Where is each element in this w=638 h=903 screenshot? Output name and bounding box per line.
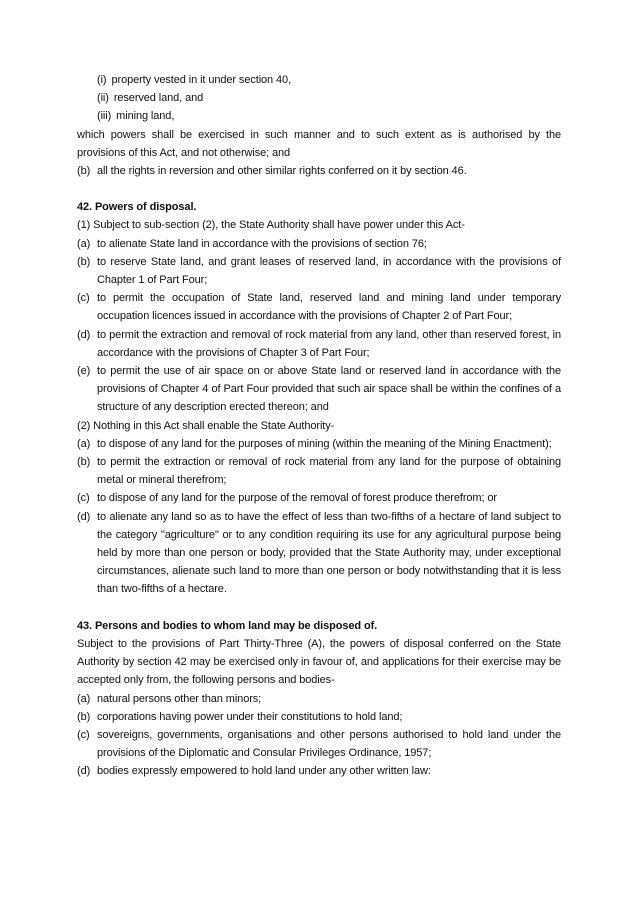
item-text: to reserve State land, and grant leases of reserved land, in accordance with the provisions of Chapter 1 of Part Four; bbox=[97, 255, 561, 287]
item-text: corporations having power under their constitutions to hold land; bbox=[97, 710, 403, 723]
s43-item-d bbox=[77, 762, 561, 780]
section-42-heading: 42. Powers of disposal. bbox=[77, 201, 197, 214]
item-label: (a) bbox=[77, 237, 91, 250]
s43-item-b bbox=[77, 708, 561, 726]
item-text: to permit the use of air space on or above State land or reserved land in accordance with the provisions of Chapter 4 of Part Four provided that such air space shall be within the confines of a structure of any description erected thereon; and bbox=[97, 365, 561, 414]
item-label: (c) bbox=[77, 492, 90, 505]
section-43-heading: 43. Persons and bodies to whom land may be disposed of. bbox=[77, 619, 378, 632]
section-43-para: Subject to the provisions of Part Thirty-Three (A), the powers of disposal conferred on the State Authority by section 42 may be exercised only in favour of, and applications for their exercise may be accepted only from, the following persons and bodies- bbox=[77, 637, 561, 687]
s42-1-item-c bbox=[77, 289, 561, 325]
sub-item-label: (iii) bbox=[97, 110, 112, 123]
sub-item-iii bbox=[77, 107, 561, 125]
s43-item-a bbox=[77, 690, 561, 708]
item-text: natural persons other than minors; bbox=[97, 692, 262, 705]
item-label: (c) bbox=[77, 728, 90, 741]
sub-item-label: (ii) bbox=[97, 92, 109, 105]
s42-1-item-b bbox=[77, 253, 561, 289]
item-label: (d) bbox=[77, 765, 91, 778]
item-label: (d) bbox=[77, 510, 91, 523]
item-label: (c) bbox=[77, 292, 90, 305]
intro-paragraph: which powers shall be exercised in such manner and to such extent as is authorised by the provisions of this Act, and not otherwise; and bbox=[77, 128, 561, 159]
item-text: to alienate any land so as to have the effect of less than two-fifths of a hectare of land subject to the category "agriculture" or to any condition requiring its use for any agricultural purpose being held by more than one person or body, provided that the State Authority may, under exceptional circumstances, alienate such land to more than one person or body notwithstanding that it is less than two-fifths of a hectare. bbox=[97, 510, 561, 596]
item-text: bodies expressly empowered to hold land under any other written law: bbox=[97, 765, 431, 778]
item-text: to alienate State land in accordance with the provisions of section 76; bbox=[97, 237, 427, 250]
section-42-para-2: (2) Nothing in this Act shall enable the State Authority- bbox=[77, 419, 335, 432]
section-42-para-1: (1) Subject to sub-section (2), the State Authority shall have power under this Act- bbox=[77, 219, 465, 232]
item-label: (b) bbox=[77, 710, 91, 723]
item-label: (a) bbox=[77, 437, 91, 450]
s42-2-item-d bbox=[77, 508, 561, 599]
item-text: to dispose of any land for the purpose of the removal of forest produce therefrom; or bbox=[97, 492, 497, 505]
sub-item-text: property vested in it under section 40, bbox=[111, 74, 292, 86]
sub-item-text: mining land, bbox=[116, 110, 175, 123]
s42-1-item-e bbox=[77, 362, 561, 417]
intro-item-b bbox=[77, 162, 561, 180]
s43-item-c bbox=[77, 726, 561, 762]
item-label: (b) bbox=[77, 255, 91, 268]
item-text: to permit the occupation of State land, reserved land and mining land under temporary occupation licences issued in accordance with the provisions of Chapter 2 of Part Four; bbox=[97, 292, 561, 323]
item-label: (e) bbox=[77, 365, 91, 378]
item-label: (d) bbox=[77, 328, 91, 341]
s42-2-item-c bbox=[77, 489, 561, 507]
item-label: (b) bbox=[77, 165, 91, 178]
sub-item-ii bbox=[77, 89, 561, 107]
document-page bbox=[77, 71, 561, 781]
s42-1-item-d bbox=[77, 326, 561, 362]
item-text: to permit the extraction or removal of rock material from any land for the purpose of obtaining metal or mineral therefrom; bbox=[97, 456, 561, 487]
s42-1-item-a bbox=[77, 235, 561, 253]
s42-2-item-b bbox=[77, 453, 561, 489]
s42-2-item-a bbox=[77, 435, 561, 453]
item-text: to permit the extraction and removal of rock material from any land, other than reserved forest, in accordance with the provisions of Chapter 3 of Part Four; bbox=[97, 328, 561, 359]
item-text: to dispose of any land for the purposes of mining (within the meaning of the Mining Enactment); bbox=[97, 437, 552, 450]
item-text: all the rights in reversion and other similar rights conferred on it by section 46. bbox=[97, 165, 467, 178]
item-label: (a) bbox=[77, 692, 91, 705]
sub-item-label: (i) bbox=[97, 74, 107, 86]
sub-item-text: reserved land, and bbox=[113, 92, 204, 105]
sub-item-i bbox=[77, 71, 561, 89]
item-text: sovereigns, governments, organisations and other persons authorised to hold land under the provisions of the Diplomatic and Consular Privileges Ordinance, 1957; bbox=[97, 728, 561, 760]
item-label: (b) bbox=[77, 456, 91, 469]
